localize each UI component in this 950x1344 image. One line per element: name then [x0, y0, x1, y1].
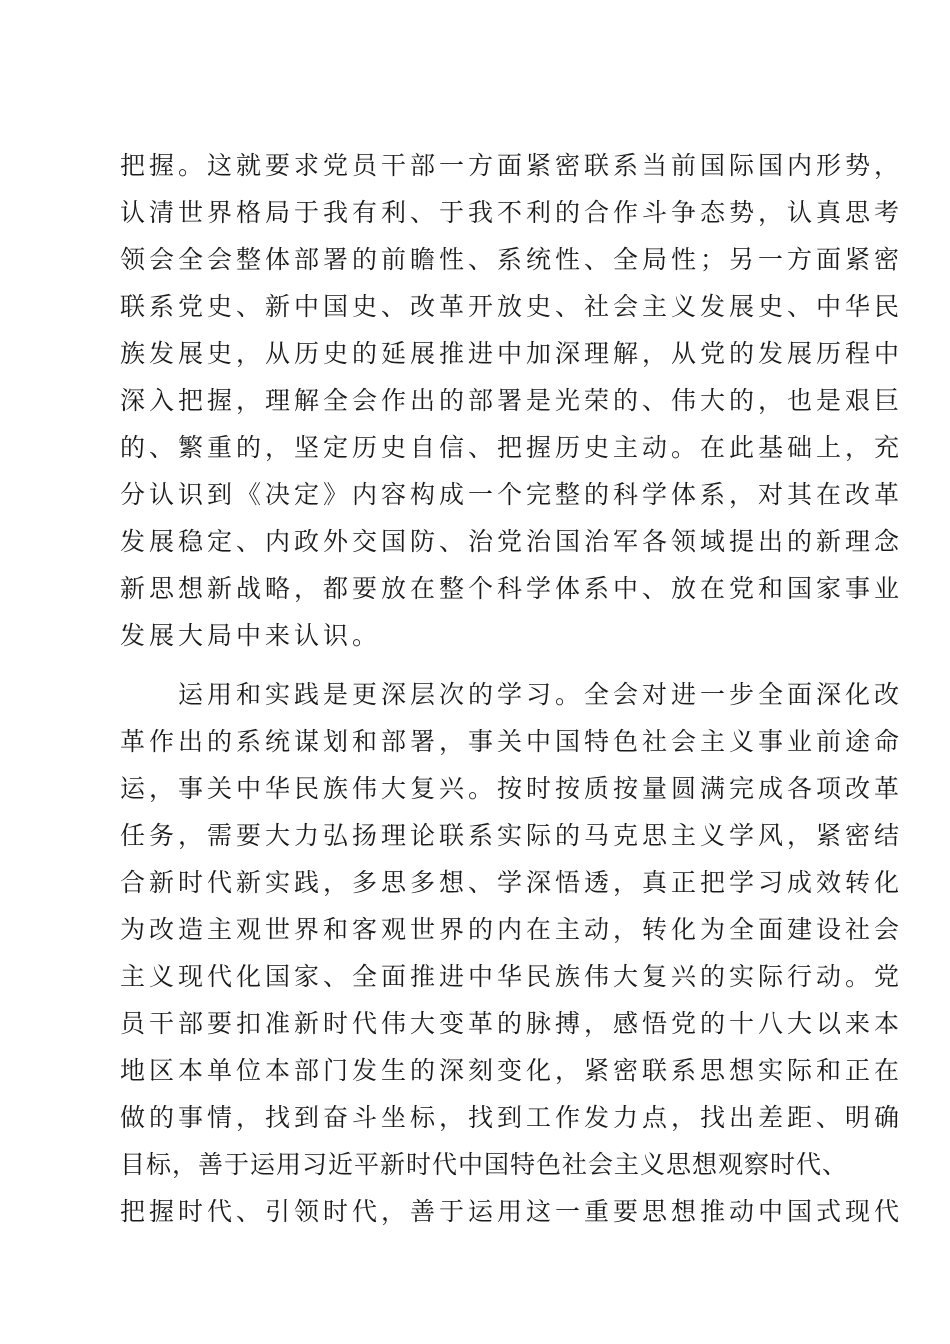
text-line: 合新时代新实践，多思多想、学深悟透，真正把学习成效转化: [120, 868, 904, 897]
text-line: 运，事关中华民族伟大复兴。按时按质按量圆满完成各项改革: [120, 774, 904, 803]
text-line: 把握。这就要求党员干部一方面紧密联系当前国际国内形势，: [120, 151, 904, 180]
text-line: 任务，需要大力弘扬理论联系实际的马克思主义学风，紧密结: [120, 821, 904, 850]
text-line: 主义现代化国家、全面推进中华民族伟大复兴的实际行动。党: [120, 962, 904, 991]
text-line: 深入把握，理解全会作出的部署是光荣的、伟大的，也是艰巨: [120, 386, 904, 415]
text-line: 新思想新战略，都要放在整个科学体系中、放在党和国家事业: [120, 574, 904, 603]
text-line: 做的事情，找到奋斗坐标，找到工作发力点，找出差距、明确: [120, 1103, 904, 1132]
text-line: 地区本单位本部门发生的深刻变化，紧密联系思想实际和正在: [120, 1056, 904, 1085]
text-line: 的、繁重的，坚定历史自信、把握历史主动。在此基础上，充: [120, 433, 904, 462]
text-line: 目标，善于运用习近平新时代中国特色社会主义思想观察时代、: [120, 1150, 849, 1179]
text-line: 领会全会整体部署的前瞻性、系统性、全局性；另一方面紧密: [120, 245, 904, 274]
text-line: 员干部要扣准新时代伟大变革的脉搏，感悟党的十八大以来本: [120, 1009, 904, 1038]
document-body: [120, 142, 904, 1235]
paragraph-spacer: [120, 659, 830, 671]
paragraph-1: [120, 142, 904, 659]
text-line: 运用和实践是更深层次的学习。全会对进一步全面深化改: [120, 680, 904, 709]
text-line: 发展大局中来认识。: [120, 621, 382, 650]
text-line: 革作出的系统谋划和部署，事关中国特色社会主义事业前途命: [120, 727, 904, 756]
text-line: 分认识到《决定》内容构成一个完整的科学体系，对其在改革: [120, 480, 904, 509]
text-line: 族发展史，从历史的延展推进中加深理解，从党的发展历程中: [120, 339, 904, 368]
text-line: 联系党史、新中国史、改革开放史、社会主义发展史、中华民: [120, 292, 904, 321]
text-line: 为改造主观世界和客观世界的内在主动，转化为全面建设社会: [120, 915, 904, 944]
text-line: 发展稳定、内政外交国防、治党治国治军各领域提出的新理念: [120, 527, 904, 556]
text-line: 把握时代、引领时代，善于运用这一重要思想推动中国式现代: [120, 1197, 904, 1226]
text-line: 认清世界格局于我有利、于我不利的合作斗争态势，认真思考: [120, 198, 904, 227]
paragraph-2: [120, 671, 904, 1235]
